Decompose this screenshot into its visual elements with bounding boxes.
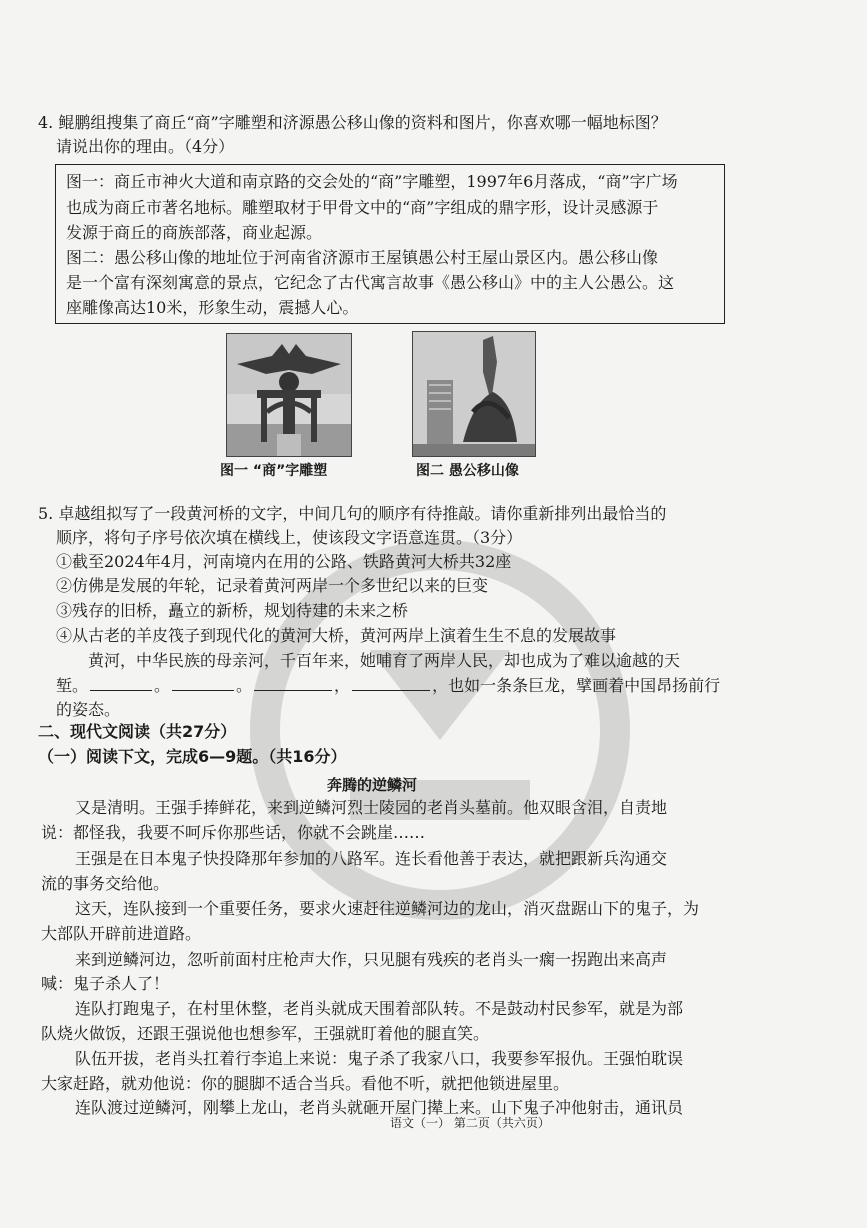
info-box <box>55 164 725 324</box>
figure2-yugong-statue-image <box>412 331 536 457</box>
figure1-shang-sculpture-image <box>226 333 352 457</box>
answer-blank-4[interactable] <box>352 676 430 691</box>
q5-option1: ①截至2024年4月，河南境内在用的公路、铁路黄河大桥共32座 <box>56 552 512 571</box>
story-line: 说：都怪我，我要不呵斥你那些话，你就不会跳崖…… <box>41 823 426 842</box>
q5-paragraph-line2 <box>56 675 720 697</box>
box-line3: 发源于商丘的商族部落，商业起源。 <box>66 223 323 242</box>
q5-option2: ②仿佛是发展的年轮，记录着黄河两岸一个多世纪以来的巨变 <box>56 576 489 595</box>
q5-text-b: 。 <box>154 676 171 695</box>
figure1-caption: 图一 “商”字雕塑 <box>220 463 328 479</box>
story-line: 这天，连队接到一个重要任务，要求火速赶往逆鳞河边的龙山，消灭盘踞山下的鬼子，为 <box>75 899 700 918</box>
answer-blank-3[interactable] <box>254 676 332 691</box>
section2-subheading: （一）阅读下文，完成6—9题。（共16分） <box>38 747 347 766</box>
story-title: 奔腾的逆鳞河 <box>327 776 418 794</box>
q5-option3: ③残存的旧桥，矗立的新桥，规划待建的未来之桥 <box>56 601 409 620</box>
story-line: 流的事务交给他。 <box>41 874 170 893</box>
q5-text-e: ，也如一条条巨龙，擘画着中国昂扬前行 <box>432 676 721 695</box>
box-line1: 图一：商丘市神火大道和南京路的交会处的“商”字雕塑，1997年6月落成，“商”字广场 <box>66 172 678 191</box>
q5-option4: ④从古老的羊皮筏子到现代化的黄河大桥，黄河两岸上演着生生不息的发展故事 <box>56 626 617 645</box>
q5-line2: 顺序，将句子序号依次填在横线上，使该段文字语意连贯。（3分） <box>56 528 523 547</box>
story-line: 队烧火做饭，还跟王强说他也想参军，王强就盯着他的腿直笑。 <box>41 1024 490 1043</box>
q5-line1: 5. 卓越组拟写了一段黄河桥的文字，中间几句的顺序有待推敲。请你重新排列出最恰当的 <box>38 504 667 523</box>
q5-text-a: 堑。 <box>56 676 89 695</box>
section2-heading: 二、现代文阅读（共27分） <box>38 722 237 741</box>
q5-paragraph-line3: 的姿态。 <box>56 700 121 719</box>
q4-line2: 请说出你的理由。（4分） <box>56 137 235 156</box>
box-line5: 是一个富有深刻寓意的景点，它纪念了古代寓言故事《愚公移山》中的主人公愚公。这 <box>66 273 675 292</box>
q5-text-c: 。 <box>236 676 253 695</box>
q4-line1: 4. 鲲鹏组搜集了商丘“商”字雕塑和济源愚公移山像的资料和图片，你喜欢哪一幅地标图？ <box>38 113 667 132</box>
story-line: 队伍开拔，老肖头扛着行李追上来说：鬼子杀了我家八口，我要参军报仇。王强怕耽误 <box>75 1049 684 1068</box>
story-line: 王强是在日本鬼子快投降那年参加的八路军。连长看他善于表达，就把跟新兵沟通交 <box>75 849 668 868</box>
story-line: 喊：鬼子杀人了！ <box>41 974 170 993</box>
box-line4: 图二：愚公移山像的地址位于河南省济源市王屋镇愚公村王屋山景区内。愚公移山像 <box>66 248 659 267</box>
story-line: 连队渡过逆鳞河，刚攀上龙山，老肖头就砸开屋门撵上来。山下鬼子冲他射击，通讯员 <box>75 1098 684 1117</box>
q5-text-d: ， <box>334 676 351 695</box>
answer-blank-1[interactable] <box>90 676 152 691</box>
figure2-caption: 图二 愚公移山像 <box>416 463 519 479</box>
box-line6: 座雕像高达10米，形象生动，震撼人心。 <box>66 298 359 317</box>
story-line: 来到逆鳞河边，忽听前面村庄枪声大作，只见腿有残疾的老肖头一瘸一拐跑出来高声 <box>75 950 668 969</box>
story-line: 又是清明。王强手捧鲜花，来到逆鳞河烈士陵园的老肖头墓前。他双眼含泪，自责地 <box>75 798 668 817</box>
story-line: 大家赶路，就劝他说：你的腿脚不适合当兵。看他不听，就把他锁进屋里。 <box>41 1074 570 1093</box>
q5-paragraph-line1: 黄河，中华民族的母亲河，千百年来，她哺育了两岸人民，却也成为了难以逾越的天 <box>88 651 681 670</box>
box-line2: 也成为商丘市著名地标。雕塑取材于甲骨文中的“商”字组成的鼎字形，设计灵感源于 <box>66 198 659 217</box>
page-footer: 语文（一） 第二页（共六页） <box>390 1116 550 1130</box>
answer-blank-2[interactable] <box>172 676 234 691</box>
story-line: 连队打跑鬼子，在村里休整，老肖头就成天围着部队转。不是鼓动村民参军，就是为部 <box>75 999 684 1018</box>
story-line: 大部队开辟前进道路。 <box>41 924 202 943</box>
